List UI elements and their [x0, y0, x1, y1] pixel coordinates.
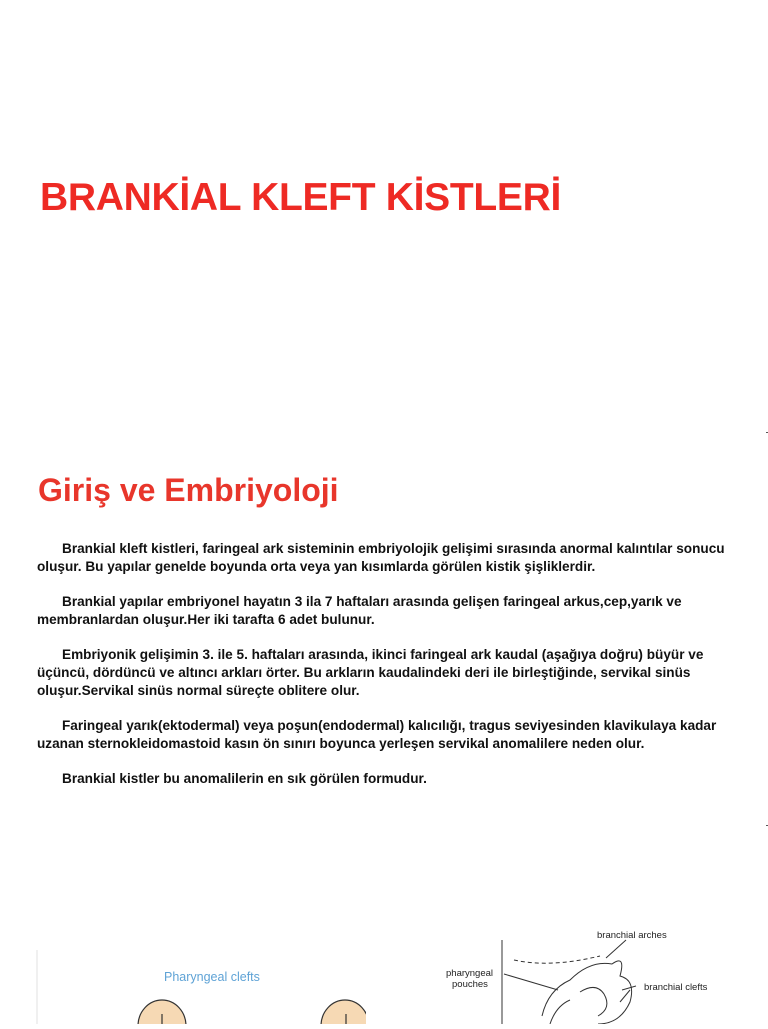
paragraph-persistence: Faringeal yarık(ektodermal) veya poşun(endodermal) kalıcılığı, tragus seviyesinden klavikulaya kadar uzanan sternokleidomastoid kasın ön sınırı boyunca yerleşen servikal anomalilere neden olur. — [37, 718, 717, 751]
paragraph-frequency: Brankial kistler bu anomalilerin en sık görülen formudur. — [62, 771, 427, 786]
branchial-arches-figure — [430, 920, 768, 1024]
label-pouches: pouches — [452, 979, 488, 990]
pharyngeal-clefts-illustration — [36, 950, 366, 1024]
paragraph-branchial-structures: Brankial yapılar embriyonel hayatın 3 ila 7 haftaları arasında gelişen faringeal arkus,cep,yarık ve membranlardan oluşur.Her iki tarafta 6 adet bulunur. — [37, 594, 682, 627]
inner-arch-outline — [580, 987, 607, 1016]
label-branchial-clefts: branchial clefts — [644, 982, 708, 993]
label-pharyngeal: pharyngeal — [446, 968, 494, 979]
page-title: BRANKİAL KLEFT KİSTLERİ — [40, 176, 562, 219]
body-text — [37, 540, 749, 805]
paragraph-intro: Brankial kleft kistleri, faringeal ark sisteminin embriyolojik gelişimi sırasında anormal kalıntılar sonucu oluşur. Bu yapılar genelde boyunda orta veya yan kısımlarda görülen kistik şişliklerdir. — [37, 541, 725, 574]
pointer-arches — [606, 940, 626, 958]
embryo-head-right — [321, 1000, 366, 1024]
paragraph-embryonic-development: Embriyonik gelişimin 3. ile 5. haftaları arasında, ikinci faringeal ark kaudal (aşağıya doğru) büyür ve üçüncü, dördüncü ve altıncı arkları örter. Bu arkların kaudalindeki deri ile birleştiğinde, servikal sinüs oluşur.Servikal sinüs normal süreçte oblitere olur. — [37, 647, 704, 698]
pointer-pouches — [504, 974, 558, 990]
figure-label-pharyngeal-clefts: Pharyngeal clefts — [164, 970, 260, 984]
pointer-clefts — [622, 986, 636, 990]
branchial-arches-illustration — [430, 920, 768, 1024]
pharyngeal-clefts-figure — [36, 950, 366, 1024]
section-heading: Giriş ve Embriyoloji — [38, 472, 339, 508]
dashed-boundary — [514, 956, 600, 963]
lower-arch-outline — [550, 1000, 570, 1024]
arch-outline — [542, 961, 632, 1024]
pointer-clefts — [620, 990, 630, 1002]
label-branchial-arches: branchial arches — [597, 930, 667, 941]
